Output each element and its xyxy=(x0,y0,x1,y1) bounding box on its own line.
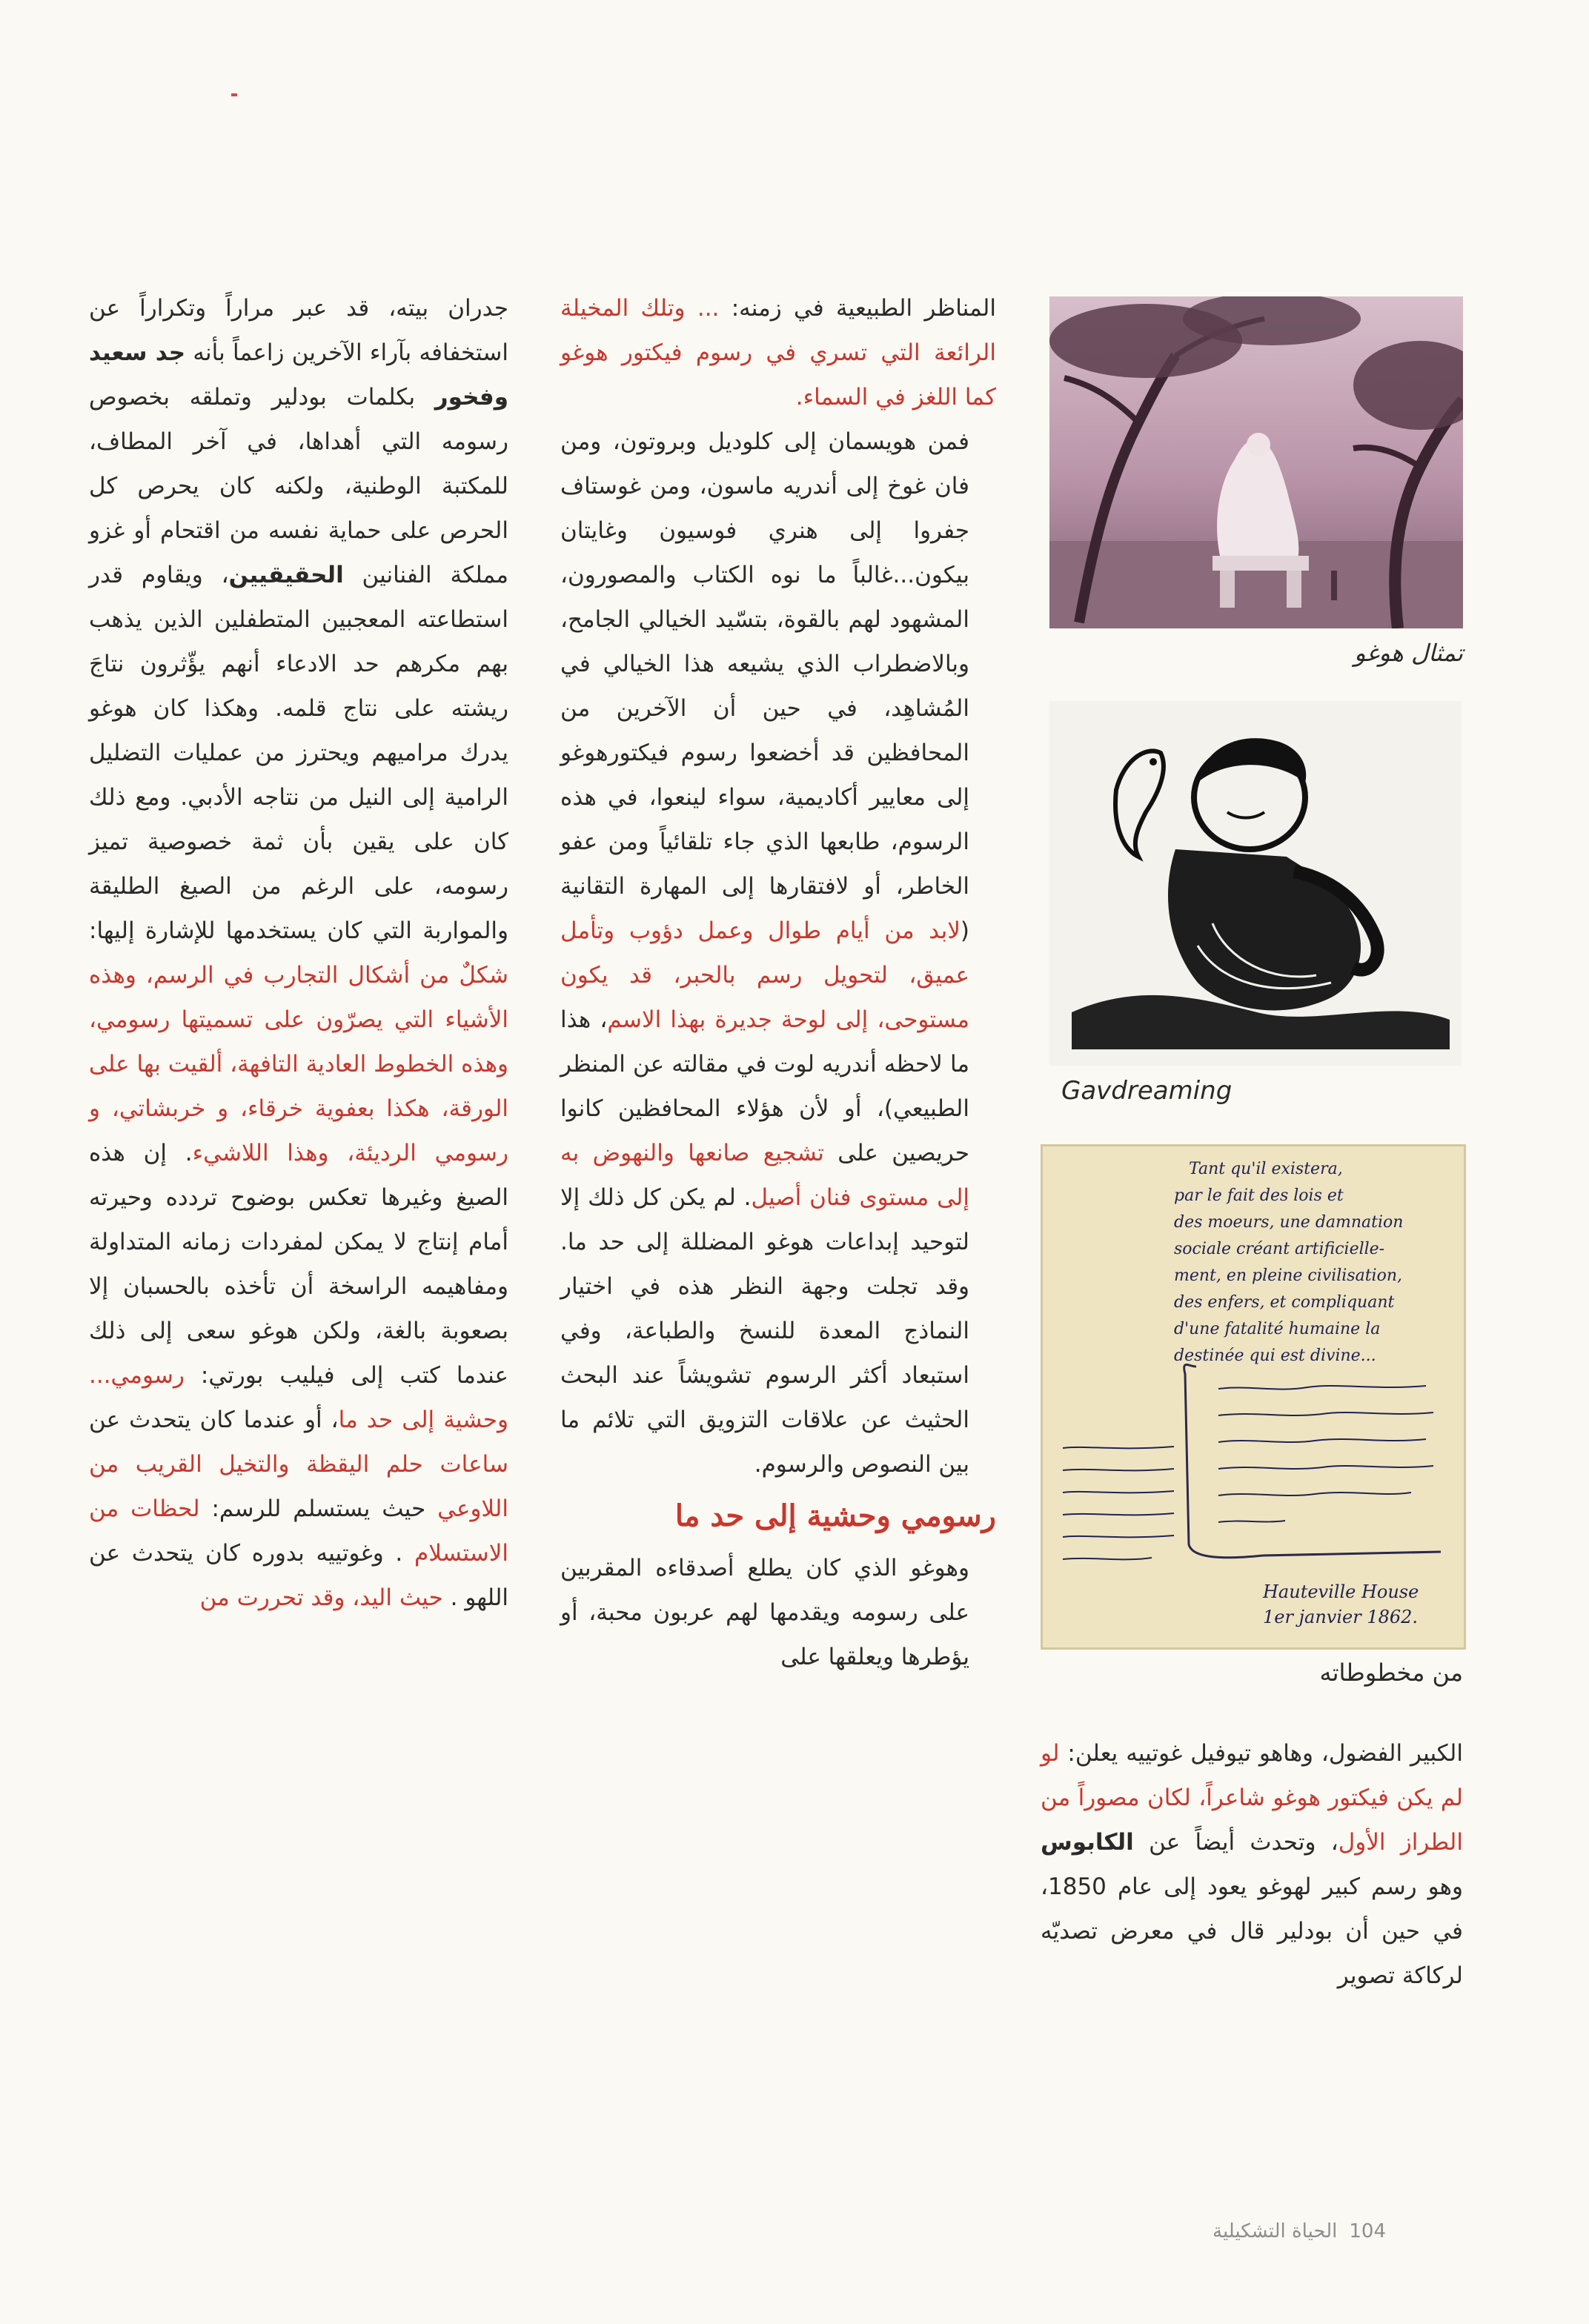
paragraph: المناظر الطبيعية في زمنه: ... وتلك المخيلة الرائعة التي تسري في رسوم فيكتور هوغو كما اللغز في السماء. xyxy=(560,295,996,411)
manuscript-date: 1er janvier 1862. xyxy=(1263,1607,1419,1627)
manuscript-line-1: Tant qu'il existera, xyxy=(1189,1160,1343,1178)
article-column-right xyxy=(1041,1731,1463,1998)
paragraph: وهوغو الذي كان يطلع أصدقاءه المقربين على رسومه ويقدمها لهم عربون محبة، أو يؤطرها ويعلقها على xyxy=(560,1555,969,1670)
manuscript-line-8: destinée qui est divine... xyxy=(1174,1347,1376,1365)
manuscript-line-4: sociale créant artificielle- xyxy=(1174,1240,1385,1258)
paragraph: الكبير الفضول، وهاهو تيوفيل غوتييه يعلن: لو لم يكن فيكتور هوغو شاعراً، لكان مصوراً من الطراز الأول، وتحدث أيضاً عن الكابوس وهو رسم كبير لهوغو يعود إلى عام 1850، في حين أن بودلير قال في معرض تصديّه لركاكة تصوير xyxy=(1041,1740,1463,1989)
manuscript-line-2: par le fait des lois et xyxy=(1174,1186,1344,1205)
manuscript-line-5: ment, en pleine civilisation, xyxy=(1174,1266,1402,1285)
paragraph: فمن هويسمان إلى كلوديل وبروتون، ومن فان غوخ إلى أندريه ماسون، ومن غوستاف جفروا إلى هنري فوسيون وغايتان بيكون...غالباً ما نوه الكتاب والمصورون، المشهود لهم بالقوة، بتسّيد الخيالي الجامح، وبالاضطراب الذي يشيعه هذا الخيالي في المُشاهِد، في حين أن الآخرين من المحافظين قد أخضعوا رسوم فيكتورهوغو إلى معايير أكاديمية، سواء لينعوا، في هذه الرسوم، طابعها الذي جاء تلقائياً ومن عفو الخاطر، أو لافتقارها إلى المهارة التقانية (لابد من أيام طوال وعمل دؤوب وتأمل عميق، لتحويل رسم بالحبر، قد يكون مستوحى، إلى لوحة جديرة بهذا الاسم، هذا ما لاحظه أندريه لوت في مقالته عن المنظر الطبيعي)، أو لأن هؤلاء المحافظين كانوا حريصين على تشجيع صانعها والنهوض به إلى مستوى فنان أصيل. لم يكن كل ذلك إلا لتوحيد إبداعات هوغو المضللة إلى حد ما. وقد تجلت وجهة النظر هذه في اختيار النماذج المعدة للنسخ والطباعة، وفي استبعاد أكثر الرسوم تشويشاً عند البحث الحثيث عن علاقات التزويق التي تلائم ما بين النصوص والرسوم. xyxy=(560,428,970,1478)
statue-photo-illustration xyxy=(1049,296,1463,628)
sketch-caption: Gavdreaming xyxy=(1061,1076,1233,1106)
manuscript-line-3: des moeurs, une damnation xyxy=(1174,1213,1404,1232)
manuscript-illustration xyxy=(1041,1144,1466,1650)
sketch-illustration xyxy=(1049,701,1462,1066)
manuscript-image xyxy=(1041,1144,1466,1650)
manuscript-signature: Hauteville House xyxy=(1263,1581,1419,1602)
sketch-drawing xyxy=(1049,701,1462,1066)
statue-photo xyxy=(1049,296,1463,628)
magazine-name: الحياة التشكيلية xyxy=(1213,2220,1338,2242)
manuscript-line-7: d'une fatalité humaine la xyxy=(1174,1320,1381,1338)
decorative-mark xyxy=(231,93,237,96)
section-heading: رسومي وحشية إلى حد ما xyxy=(674,1498,996,1533)
manuscript-line-6: des enfers, et compliquant xyxy=(1174,1293,1395,1312)
paragraph: جدران بيته، قد عبر مراراً وتكراراً عن استخفافه بآراء الآخرين زاعماً بأنه جد سعيد وفخور بكلمات بودلير وتملقه بخصوص رسومه التي أهداها، في آخر المطاف، للمكتبة الوطنية، ولكنه كان يحرص كل الحرص على حماية نفسه من اقتحام أو غزو مملكة الفنانين الحقيقيين، ويقاوم قدر استطاعته المعجبين المتطفلين الذين يذهب بهم مكرهم حد الادعاء أنهم يؤّثرون نتاجَ ريشته على نتاج قلمه. وهكذا كان هوغو يدرك مراميهم ويحترز من عمليات التضليل الرامية إلى النيل من نتاجه الأدبي. ومع ذلك كان على يقين بأن ثمة خصوصية تميز رسومه، على الرغم من الصيغ الطليقة والمواربة التي كان يستخدمها للإشارة إليها: شكلٌ من أشكال التجارب في الرسم، وهذه الأشياء التي يصرّون على تسميتها رسومي، وهذه الخطوط العادية التافهة، ألقيت بها على الورقة، هكذا بعفوية خرقاء، و خربشاتي، و رسومي الرديئة، وهذا اللاشيء. إن هذه الصيغ وغيرها تعكس بوضوح تردده وحيرته أمام إنتاج لا يمكن لمفردات زمانه المتداولة ومفاهيمه الراسخة أن تأخذه بالحسبان إلا بصعوبة بالغة، ولكن هوغو سعى إلى ذلك عندما كتب إلى فيليب بورتي: رسومي... وحشية إلى حد ما، أو عندما كان يتحدث عن ساعات حلم اليقظة والتخيل القريب من اللاوعي حيث يستسلم للرسم: لحظات من الاستسلام . وغوتييه بدوره كان يتحدث عن اللهو . حيث اليد، وقد تحررت من xyxy=(89,295,508,1611)
statue-caption: تمثال هوغو xyxy=(1354,639,1463,667)
page-footer xyxy=(1201,2220,1386,2242)
page-number: 104 xyxy=(1349,2220,1387,2242)
article-column-middle xyxy=(560,286,996,1679)
article-column-left xyxy=(89,286,508,1620)
manuscript-caption: من مخطوطاته xyxy=(1319,1659,1463,1687)
